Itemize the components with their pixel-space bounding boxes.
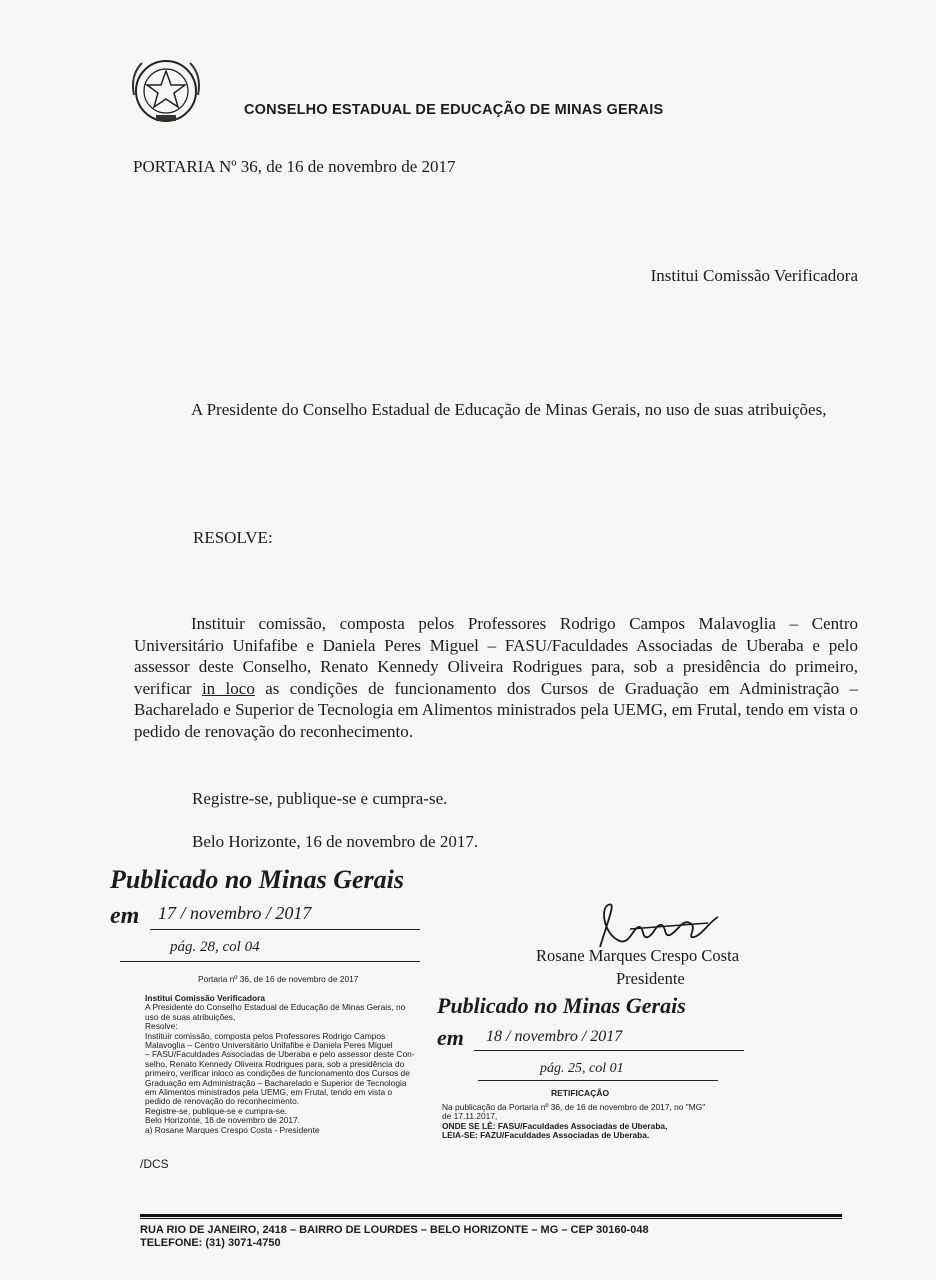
coat-of-arms-seal bbox=[128, 55, 204, 125]
clipping-line: Graduação em Administração – Bacharelado e Superior de Tecnologia bbox=[145, 1077, 407, 1088]
footer-divider bbox=[140, 1214, 842, 1217]
publication-page-left: pág. 28, col 04 bbox=[170, 939, 260, 955]
retificacao-body bbox=[442, 1103, 742, 1141]
publication-date-left: 17 / novembro / 2017 bbox=[158, 903, 312, 923]
publication-page-right: pág. 25, col 01 bbox=[540, 1061, 624, 1076]
clipping-line: a) Rosane Marques Crespo Costa - Presidente bbox=[145, 1124, 320, 1135]
portaria-title: PORTARIA Nº 36, de 16 de novembro de 2017 bbox=[133, 157, 456, 176]
clipping-line: Instituir comissão, composta pelos Professores Rodrigo Campos bbox=[145, 1030, 386, 1041]
stamp-line bbox=[120, 961, 420, 962]
clipping-line: – FASU/Faculdades Associadas de Uberaba e pelo assessor deste Con- bbox=[145, 1049, 415, 1060]
publication-date-right: 18 / novembro / 2017 bbox=[486, 1028, 623, 1045]
clipping-line: Resolve: bbox=[145, 1021, 178, 1032]
signer-name: Rosane Marques Crespo Costa bbox=[536, 946, 740, 965]
clipping-body bbox=[145, 994, 425, 1135]
retificacao-title: RETIFICAÇÃO bbox=[551, 1088, 610, 1098]
clipping-line: Malavoglia – Centro Universitário Unifafibe e Daniela Peres Miguel bbox=[145, 1040, 393, 1051]
footer-phone: TELEFONE: (31) 3071-4750 bbox=[140, 1237, 281, 1249]
clipping-line: primeiro, verificar inloco as condições de funcionamento dos Cursos de bbox=[145, 1068, 410, 1079]
stamp-line bbox=[478, 1080, 718, 1081]
clipping-line: em Alimentos ministrados pela UEMG, em Frutal, tendo em vista o bbox=[145, 1087, 393, 1098]
clipping-line: A Presidente do Conselho Estadual de Educação de Minas Gerais, no bbox=[145, 1002, 406, 1013]
retificacao-line: ONDE SE LÊ: FASU/Faculdades Associadas de Uberaba, bbox=[442, 1120, 668, 1131]
publication-stamp-left: Publicado no Minas Gerais bbox=[110, 865, 404, 894]
closing-line: Registre-se, publique-se e cumpra-se. bbox=[192, 789, 448, 808]
article-paragraph bbox=[134, 613, 858, 742]
signer-role: Presidente bbox=[616, 969, 685, 988]
institution-name: CONSELHO ESTADUAL DE EDUCAÇÃO DE MINAS GERAIS bbox=[244, 102, 664, 118]
handwritten-signature bbox=[590, 895, 720, 953]
article-text-part1: Instituir comissão, composta pelos Professores Rodrigo Campos Malavoglia – Centro Universitário Unifafibe e Daniela Peres Miguel – FASU/Faculdades Associadas de Uberaba e pelo assessor deste Conselho, Renato Kennedy Oliveira Rodrigues para, sob a presidência do primeiro, verificar bbox=[134, 614, 858, 698]
clipping-line: selho, Renato Kennedy Oliveira Rodrigues para, sob a presidência do bbox=[145, 1058, 405, 1069]
article-text-part2: as condições de funcionamento dos Cursos de Graduação em Administração – Bacharelado e Superior de Tecnologia em Alimentos ministrados pela UEMG, em Frutal, tendo em vista o pedido de renovação do reconhecimento. bbox=[134, 678, 859, 741]
retificacao-line: LEIA-SE: FAZU/Faculdades Associadas de Uberaba. bbox=[442, 1130, 650, 1141]
place-date: Belo Horizonte, 16 de novembro de 2017. bbox=[192, 832, 479, 851]
publication-em-right: em bbox=[437, 1025, 464, 1050]
preamble-paragraph: A Presidente do Conselho Estadual de Educação de Minas Gerais, no uso de suas atribuições, bbox=[191, 400, 827, 419]
resolve-heading: RESOLVE: bbox=[193, 528, 273, 547]
publication-em-left: em bbox=[110, 903, 140, 929]
retificacao-line: de 17.11.2017, bbox=[442, 1111, 498, 1122]
stamp-line bbox=[474, 1050, 744, 1051]
ementa: Institui Comissão Verificadora bbox=[650, 266, 858, 285]
stamp-line bbox=[150, 929, 420, 930]
publication-stamp-right: Publicado no Minas Gerais bbox=[437, 993, 686, 1018]
clipping-line: Registre-se, publique-se e cumpra-se. bbox=[145, 1105, 287, 1116]
retificacao-line: Na publicação da Portaria nº 36, de 16 de novembro de 2017, no "MG" bbox=[442, 1102, 706, 1112]
footer-divider bbox=[140, 1218, 842, 1219]
footer-address: RUA RIO DE JANEIRO, 2418 – BAIRRO DE LOURDES – BELO HORIZONTE – MG – CEP 30160-048 bbox=[140, 1224, 649, 1236]
clipping-line: uso de suas atribuições, bbox=[145, 1011, 236, 1022]
clipping-line: Institui Comissão Verificadora bbox=[145, 993, 266, 1003]
clipping-line: pedido de renovação do reconhecimento. bbox=[145, 1096, 300, 1107]
initials: /DCS bbox=[140, 1157, 169, 1171]
article-in-loco: in loco bbox=[201, 678, 255, 698]
clipping-title: Portaria nº 36, de 16 de novembro de 2017 bbox=[198, 974, 359, 984]
clipping-line: Belo Horizonte, 16 de novembro de 2017. bbox=[145, 1115, 301, 1126]
